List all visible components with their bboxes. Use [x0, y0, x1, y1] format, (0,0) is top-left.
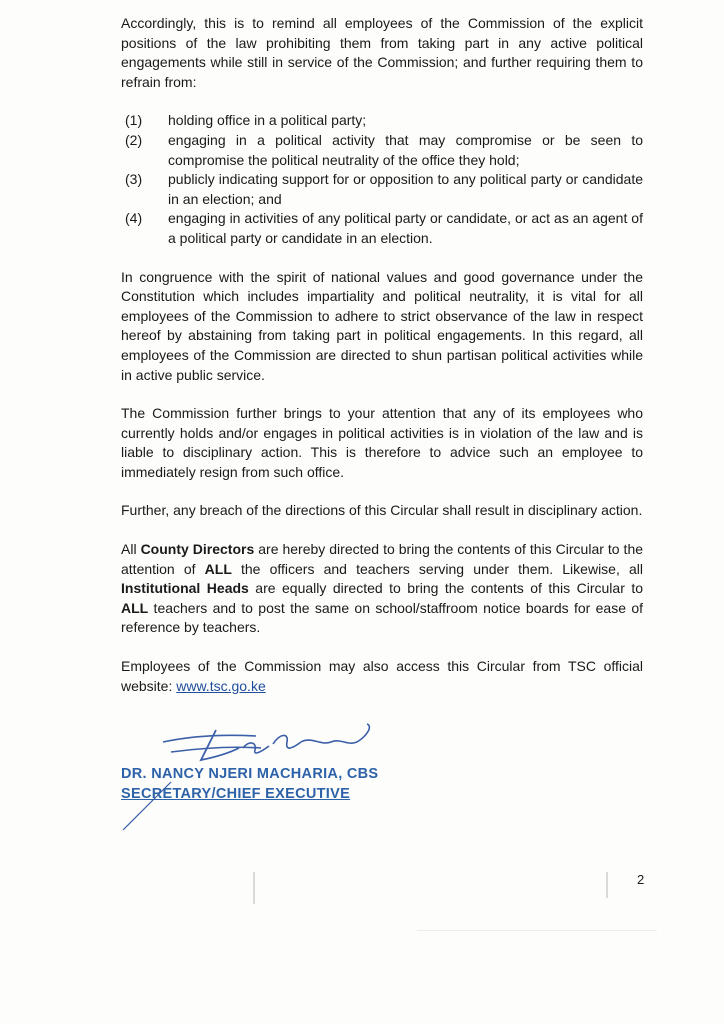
scan-artifact [606, 872, 608, 898]
list-item [121, 131, 643, 170]
scan-artifact [417, 930, 657, 931]
directors-text-1: All [121, 541, 141, 558]
county-directors-emphasis: County Directors [140, 541, 255, 558]
directors-text-5: teachers and to post the same on school/staffroom notice boards for ease of reference by teachers. [121, 599, 643, 636]
list-item-text: holding office in a political party; [168, 112, 367, 129]
prohibitions-list [121, 111, 643, 248]
signatory-name: DR. NANCY NJERI MACHARIA, CBS [121, 766, 379, 782]
tsc-website-link[interactable]: www.tsc.go.ke [176, 677, 266, 694]
institutional-heads-emphasis: Institutional Heads [121, 580, 249, 597]
list-item [121, 111, 643, 131]
directors-text-4: are equally directed to bring the contents of this Circular to [248, 580, 644, 597]
list-item-number: (1) [125, 112, 143, 129]
page-number: 2 [637, 872, 645, 887]
all-emphasis: ALL [204, 560, 232, 577]
directors-paragraph [121, 540, 643, 638]
list-item [121, 209, 643, 248]
list-item-text: engaging in a political activity that may compromise or be seen to compromise the political neutrality of the office they hold; [168, 131, 643, 168]
list-item [121, 170, 643, 209]
directors-text-2: are hereby directed to bring the contents of this Circular to the attention of [121, 541, 644, 577]
signature-stroke [121, 722, 201, 842]
all-emphasis: ALL [121, 599, 149, 616]
scan-artifact [253, 872, 255, 904]
website-text: Employees of the Commission may also access this Circular from TSC official website: [121, 658, 643, 694]
signatory-title: SECRETARY/CHIEF EXECUTIVE [121, 786, 351, 802]
list-item-number: (3) [125, 171, 143, 188]
list-item-text: publicly indicating support for or opposition to any political party or candidate in an election; and [168, 171, 643, 207]
directors-text-3: the officers and teachers serving under them. Likewise, all [231, 560, 643, 577]
congruence-paragraph: In congruence with the spirit of national values and good governance under the Constitution which includes impartiality and political neutrality, it is vital for all employees of the Commission to adhere to strict observance of the law in respect hereof by abstaining from taking part in political engagements. In this regard, all employees of the Commission are directed to shun partisan political activities while in active public service. [121, 268, 643, 383]
attention-paragraph: The Commission further brings to your attention that any of its employees who currently holds and/or engages in political activities is in violation of the law and is liable to disciplinary action. This is therefore to advice such an employee to immediately resign from such office. [121, 405, 643, 480]
intro-paragraph: Accordingly, this is to remind all employees of the Commission of the explicit positions of the law prohibiting them from taking part in any active political engagements while still in service of the Commission; and further requiring them to refrain from: [121, 15, 643, 90]
website-paragraph [121, 657, 643, 696]
breach-paragraph: Further, any breach of the directions of this Circular shall result in disciplinary action. [121, 502, 643, 519]
circular-body [121, 14, 643, 715]
signature-block [121, 722, 441, 842]
list-item-text: engaging in activities of any political party or candidate, or act as an agent of a political party or candidate in an election. [168, 210, 643, 246]
list-item-number: (4) [125, 210, 143, 227]
list-item-number: (2) [125, 131, 143, 148]
